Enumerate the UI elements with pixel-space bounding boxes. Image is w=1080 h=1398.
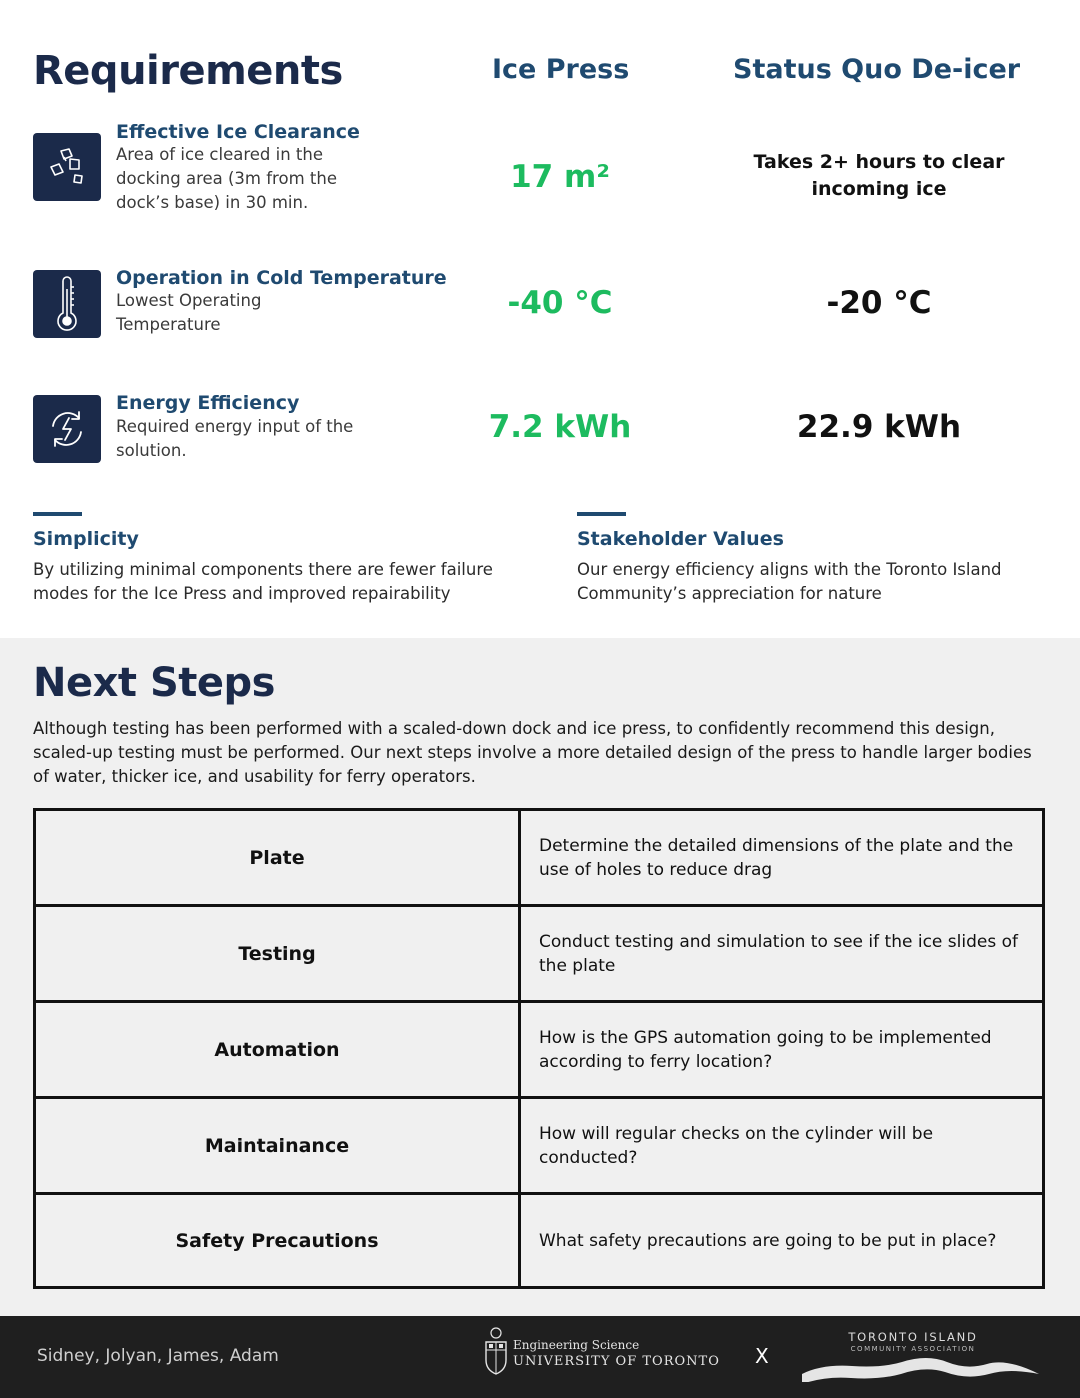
status-quo-value: 22.9 kWh <box>796 409 962 445</box>
thermometer-icon <box>33 270 101 338</box>
authors: Sidney, Jolyan, James, Adam <box>37 1346 279 1366</box>
stakeholder-values-title: Stakeholder Values <box>577 528 784 550</box>
uoft-logo <box>484 1320 734 1390</box>
requirements-heading: Requirements <box>33 48 343 94</box>
tica-subtitle: COMMUNITY ASSOCIATION <box>850 1345 976 1353</box>
step-label: Plate <box>36 811 521 904</box>
ice-press-value: -40 °C <box>507 285 613 321</box>
uoft-name: UNIVERSITY OF TORONTO <box>513 1354 720 1369</box>
step-description: What safety precautions are going to be put in place? <box>539 1230 997 1251</box>
simplicity-title: Simplicity <box>33 528 139 550</box>
ice-press-column-heading: Ice Press <box>492 54 630 85</box>
step-label: Testing <box>36 907 521 1000</box>
status-quo-value: Takes 2+ hours to clear incoming ice <box>753 151 1005 200</box>
energy-cycle-icon <box>33 395 101 463</box>
table-row <box>36 1003 1042 1099</box>
requirement-description: Area of ice cleared in the docking area (3m from the dock’s base) in 30 min. <box>116 145 337 212</box>
uoft-crest-icon <box>484 1326 508 1378</box>
wave-icon <box>800 1352 1042 1382</box>
next-steps-table <box>33 808 1045 1289</box>
stakeholder-values-text: Our energy efficiency aligns with the Toronto Island Community’s appreciation for nature <box>577 560 1002 603</box>
requirement-title: Energy Efficiency <box>116 392 300 414</box>
footer <box>0 1316 1080 1398</box>
requirement-description: Required energy input of the solution. <box>116 417 354 460</box>
next-steps-paragraph: Although testing has been performed with a scaled-down dock and ice press, to confidently recommend this design, scaled-up testing must be performed. Our next steps involve a more detailed design of the press to handle larger bodies of water, thicker ice, and usability for ferry operators. <box>33 719 1032 786</box>
requirement-title: Operation in Cold Temperature <box>116 267 447 289</box>
step-label: Safety Precautions <box>36 1195 521 1286</box>
step-description: How is the GPS automation going to be implemented according to ferry location? <box>539 1027 992 1072</box>
table-row <box>36 907 1042 1003</box>
table-row <box>36 1195 1042 1286</box>
collaboration-separator: X <box>755 1344 769 1368</box>
tica-logo <box>800 1326 1042 1386</box>
tica-name: TORONTO ISLAND <box>848 1330 978 1344</box>
table-row <box>36 811 1042 907</box>
next-steps-heading: Next Steps <box>33 660 275 706</box>
ice-press-value: 7.2 kWh <box>488 409 632 445</box>
ice-cubes-icon <box>33 133 101 201</box>
status-quo-column-heading: Status Quo De-icer <box>733 54 1021 85</box>
simplicity-accent-bar <box>33 512 82 516</box>
requirements-section <box>0 0 1080 638</box>
step-description: Determine the detailed dimensions of the plate and the use of holes to reduce drag <box>539 835 1014 880</box>
requirement-description: Lowest Operating Temperature <box>116 291 262 334</box>
step-description: Conduct testing and simulation to see if the ice slides of the plate <box>539 931 1018 976</box>
status-quo-value: -20 °C <box>826 285 932 321</box>
step-label: Automation <box>36 1003 521 1096</box>
uoft-department: Engineering Science <box>513 1338 640 1352</box>
stakeholder-accent-bar <box>577 512 626 516</box>
table-row <box>36 1099 1042 1195</box>
requirement-title: Effective Ice Clearance <box>116 121 360 143</box>
ice-press-value: 17 m² <box>510 159 610 195</box>
step-label: Maintainance <box>36 1099 521 1192</box>
simplicity-text: By utilizing minimal components there are fewer failure modes for the Ice Press and improved repairability <box>33 560 493 603</box>
step-description: How will regular checks on the cylinder will be conducted? <box>539 1123 934 1168</box>
